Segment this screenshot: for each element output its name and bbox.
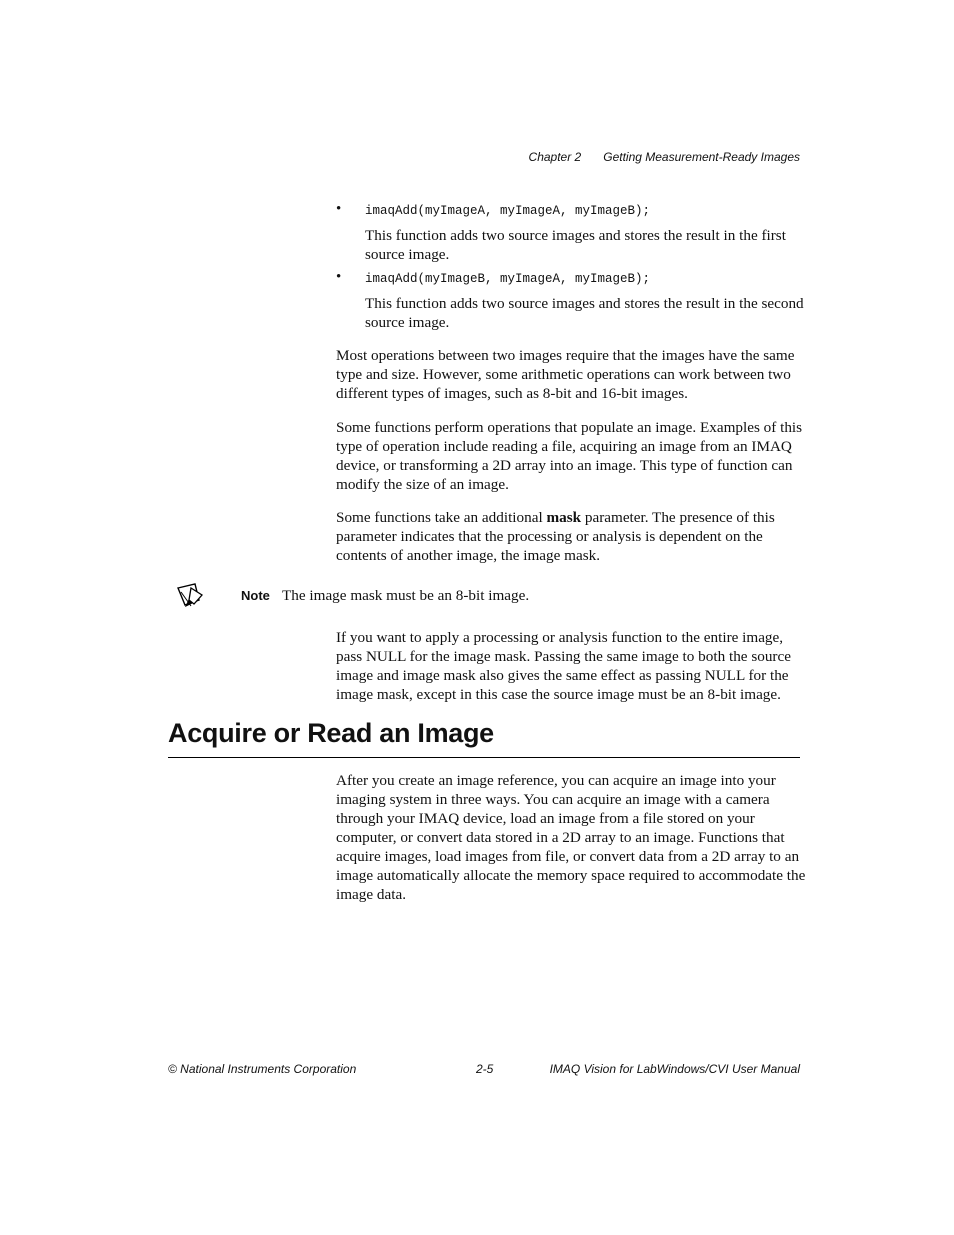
paragraph-mask	[336, 508, 806, 565]
bullet-description: This function adds two source images and stores the result in the first source image.	[365, 227, 786, 263]
running-header	[507, 150, 800, 164]
code-example: imaqAdd(myImageA, myImageA, myImageB);	[365, 204, 651, 218]
footer-copyright: © National Instruments Corporation	[168, 1062, 357, 1076]
section-body: After you create an image reference, you can acquire an image into your imaging system in three ways. You can acquire an image with a camera through your IMAQ device, load an image from a file stored on your computer, or convert data stored in a 2D array to an image. Functions that acquire images, load images from file, or convert data from a 2D array to an image automatically allocate the memory space required to accommodate the image data.	[336, 772, 806, 903]
section-heading: Acquire or Read an Image	[168, 718, 494, 748]
bullet-description: This function adds two source images and stores the result in the second source image.	[365, 295, 804, 331]
paragraph-text: Some functions take an additional	[336, 509, 547, 526]
chapter-label: Chapter 2	[528, 150, 582, 164]
code-example: imaqAdd(myImageB, myImageA, myImageB);	[365, 272, 651, 286]
chapter-title: Getting Measurement-Ready Images	[603, 150, 800, 164]
note-pencil-icon	[175, 582, 205, 608]
footer-page-number: 2-5	[476, 1062, 494, 1076]
mask-term: mask	[546, 509, 582, 526]
bullet-marker: •	[336, 269, 342, 285]
paragraph: If you want to apply a processing or analysis function to the entire image, pass NULL for the image mask. Passing the same image to both the source image and image mask also gives the same effect as passing NULL for the image mask, except in this case the source image must be an 8-bit image.	[336, 629, 791, 703]
heading-divider	[168, 757, 800, 758]
note-label: Note	[241, 588, 270, 603]
paragraph: Most operations between two images require that the images have the same type and size. However, some arithmetic operations can work between two different types of images, such as 8-bit and 16-bit images.	[336, 347, 795, 402]
bullet-marker: •	[336, 201, 342, 217]
footer-manual-title: IMAQ Vision for LabWindows/CVI User Manual	[549, 1062, 800, 1076]
note-text: The image mask must be an 8-bit image.	[282, 587, 530, 604]
paragraph: Some functions perform operations that populate an image. Examples of this type of operation include reading a file, acquiring an image from an IMAQ device, or transforming a 2D array into an image. This type of function can modify the size of an image.	[336, 419, 803, 493]
paragraph-text: parameter. The presence of this parameter indicates that the processing or analysis is dependent on the contents of another image, the image mask.	[336, 509, 775, 564]
